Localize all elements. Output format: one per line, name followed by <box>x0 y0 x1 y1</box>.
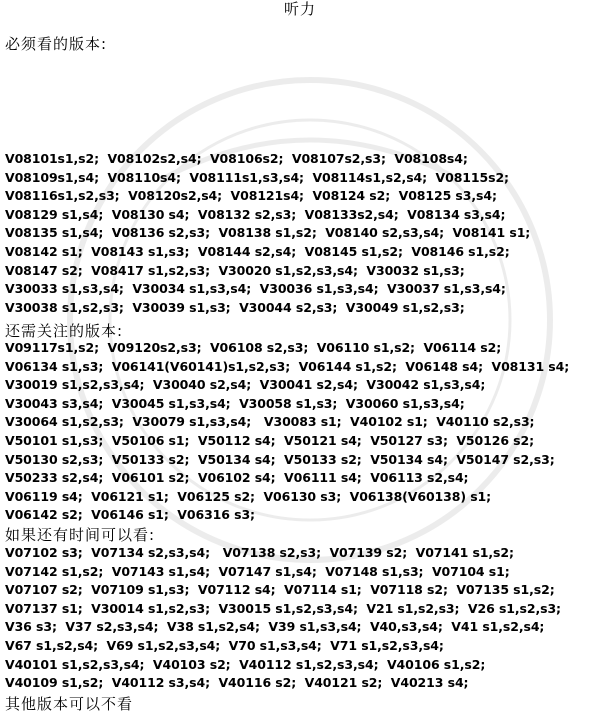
version-list-line: V50233 s2,s4; V06101 s2; V06102 s4; V06111 s4; V06113 s2,s4; <box>5 470 469 486</box>
page-title: 听力 <box>283 0 316 18</box>
version-list-line: V40101 s1,s2,s3,s4; V40103 s2; V40112 s1,s2,s3,s4; V40106 s1,s2; <box>5 656 486 672</box>
section-body-also-watch <box>5 339 597 525</box>
version-list-line: V06134 s1,s3; V06141(V60141)s1,s2,s3; V06144 s1,s2; V06148 s4; V08131 s4; <box>5 358 570 374</box>
section-heading-must-see: 必须看的版本: <box>5 35 108 53</box>
section-body-if-time <box>5 544 597 693</box>
section-body-must-see <box>5 150 597 317</box>
version-list-line: V30033 s1,s3,s4; V30034 s1,s3,s4; V30036 s1,s3,s4; V30037 s1,s3,s4; <box>5 281 506 297</box>
version-list-line: V06119 s4; V06121 s1; V06125 s2; V06130 s3; V06138(V60138) s1; <box>5 488 492 504</box>
version-list-line: V50130 s2,s3; V50133 s2; V50134 s4; V50133 s2; V50134 s4; V50147 s2,s3; <box>5 451 555 467</box>
version-list-line: V08101s1,s2; V08102s2,s4; V08106s2; V08107s2,s3; V08108s4; <box>5 151 468 166</box>
section-heading-others: 其他版本可以不看 <box>5 695 134 713</box>
version-list-line: V08147 s2; V08417 s1,s2,s3; V30020 s1,s2,s3,s4; V30032 s1,s3; <box>5 262 465 278</box>
version-list-line: V40109 s1,s2; V40112 s3,s4; V40116 s2; V40121 s2; V40213 s4; <box>5 675 469 691</box>
version-list-line: V08116s1,s2,s3; V08120s2,s4; V08121s4; V08124 s2; V08125 s3,s4; <box>5 188 497 204</box>
section-heading-also-watch: 还需关注的版本: <box>5 322 124 340</box>
version-list-line: V08135 s1,s4; V08136 s2,s3; V08138 s1,s2; V08140 s2,s3,s4; V08141 s1; <box>5 225 531 241</box>
version-list-line: V30064 s1,s2,s3; V30079 s1,s3,s4; V30083 s1; V40102 s1; V40110 s2,s3; <box>5 414 535 430</box>
section-heading-if-time: 如果还有时间可以看: <box>5 526 156 544</box>
version-list-line: V07102 s3; V07134 s2,s3,s4; V07138 s2,s3; V07139 s2; V07141 s1,s2; <box>5 545 514 560</box>
version-list-line: V08142 s1; V08143 s1,s3; V08144 s2,s4; V08145 s1,s2; V08146 s1,s2; <box>5 243 510 259</box>
version-list-line: V30038 s1,s2,s3; V30039 s1,s3; V30044 s2,s3; V30049 s1,s2,s3; <box>5 299 465 315</box>
version-list-line: V08129 s1,s4; V08130 s4; V08132 s2,s3; V08133s2,s4; V08134 s3,s4; <box>5 206 506 222</box>
version-list-line: V08109s1,s4; V08110s4; V08111s1,s3,s4; V08114s1,s2,s4; V08115s2; <box>5 169 509 185</box>
version-list-line: V30019 s1,s2,s3,s4; V30040 s2,s4; V30041 s2,s4; V30042 s1,s3,s4; <box>5 377 486 393</box>
version-list-line: V09117s1,s2; V09120s2,s3; V06108 s2,s3; V06110 s1,s2; V06114 s2; <box>5 340 502 355</box>
version-list-line: V07142 s1,s2; V07143 s1,s4; V07147 s1,s4; V07148 s1,s3; V07104 s1; <box>5 563 510 579</box>
version-list-line: V50101 s1,s3; V50106 s1; V50112 s4; V50121 s4; V50127 s3; V50126 s2; <box>5 432 535 448</box>
version-list-line: V07107 s2; V07109 s1,s3; V07112 s4; V07114 s1; V07118 s2; V07135 s1,s2; <box>5 582 555 598</box>
version-list-line: V36 s3; V37 s2,s3,s4; V38 s1,s2,s4; V39 s1,s3,s4; V40,s3,s4; V41 s1,s2,s4; <box>5 619 545 635</box>
version-list-line: V06142 s2; V06146 s1; V06316 s3; <box>5 507 255 523</box>
version-list-line: V30043 s3,s4; V30045 s1,s3,s4; V30058 s1,s3; V30060 s1,s3,s4; <box>5 395 465 411</box>
version-list-line: V07137 s1; V30014 s1,s2,s3; V30015 s1,s2,s3,s4; V21 s1,s2,s3; V26 s1,s2,s3; <box>5 600 561 616</box>
version-list-line: V67 s1,s2,s4; V69 s1,s2,s3,s4; V70 s1,s3,s4; V71 s1,s2,s3,s4; <box>5 637 444 653</box>
